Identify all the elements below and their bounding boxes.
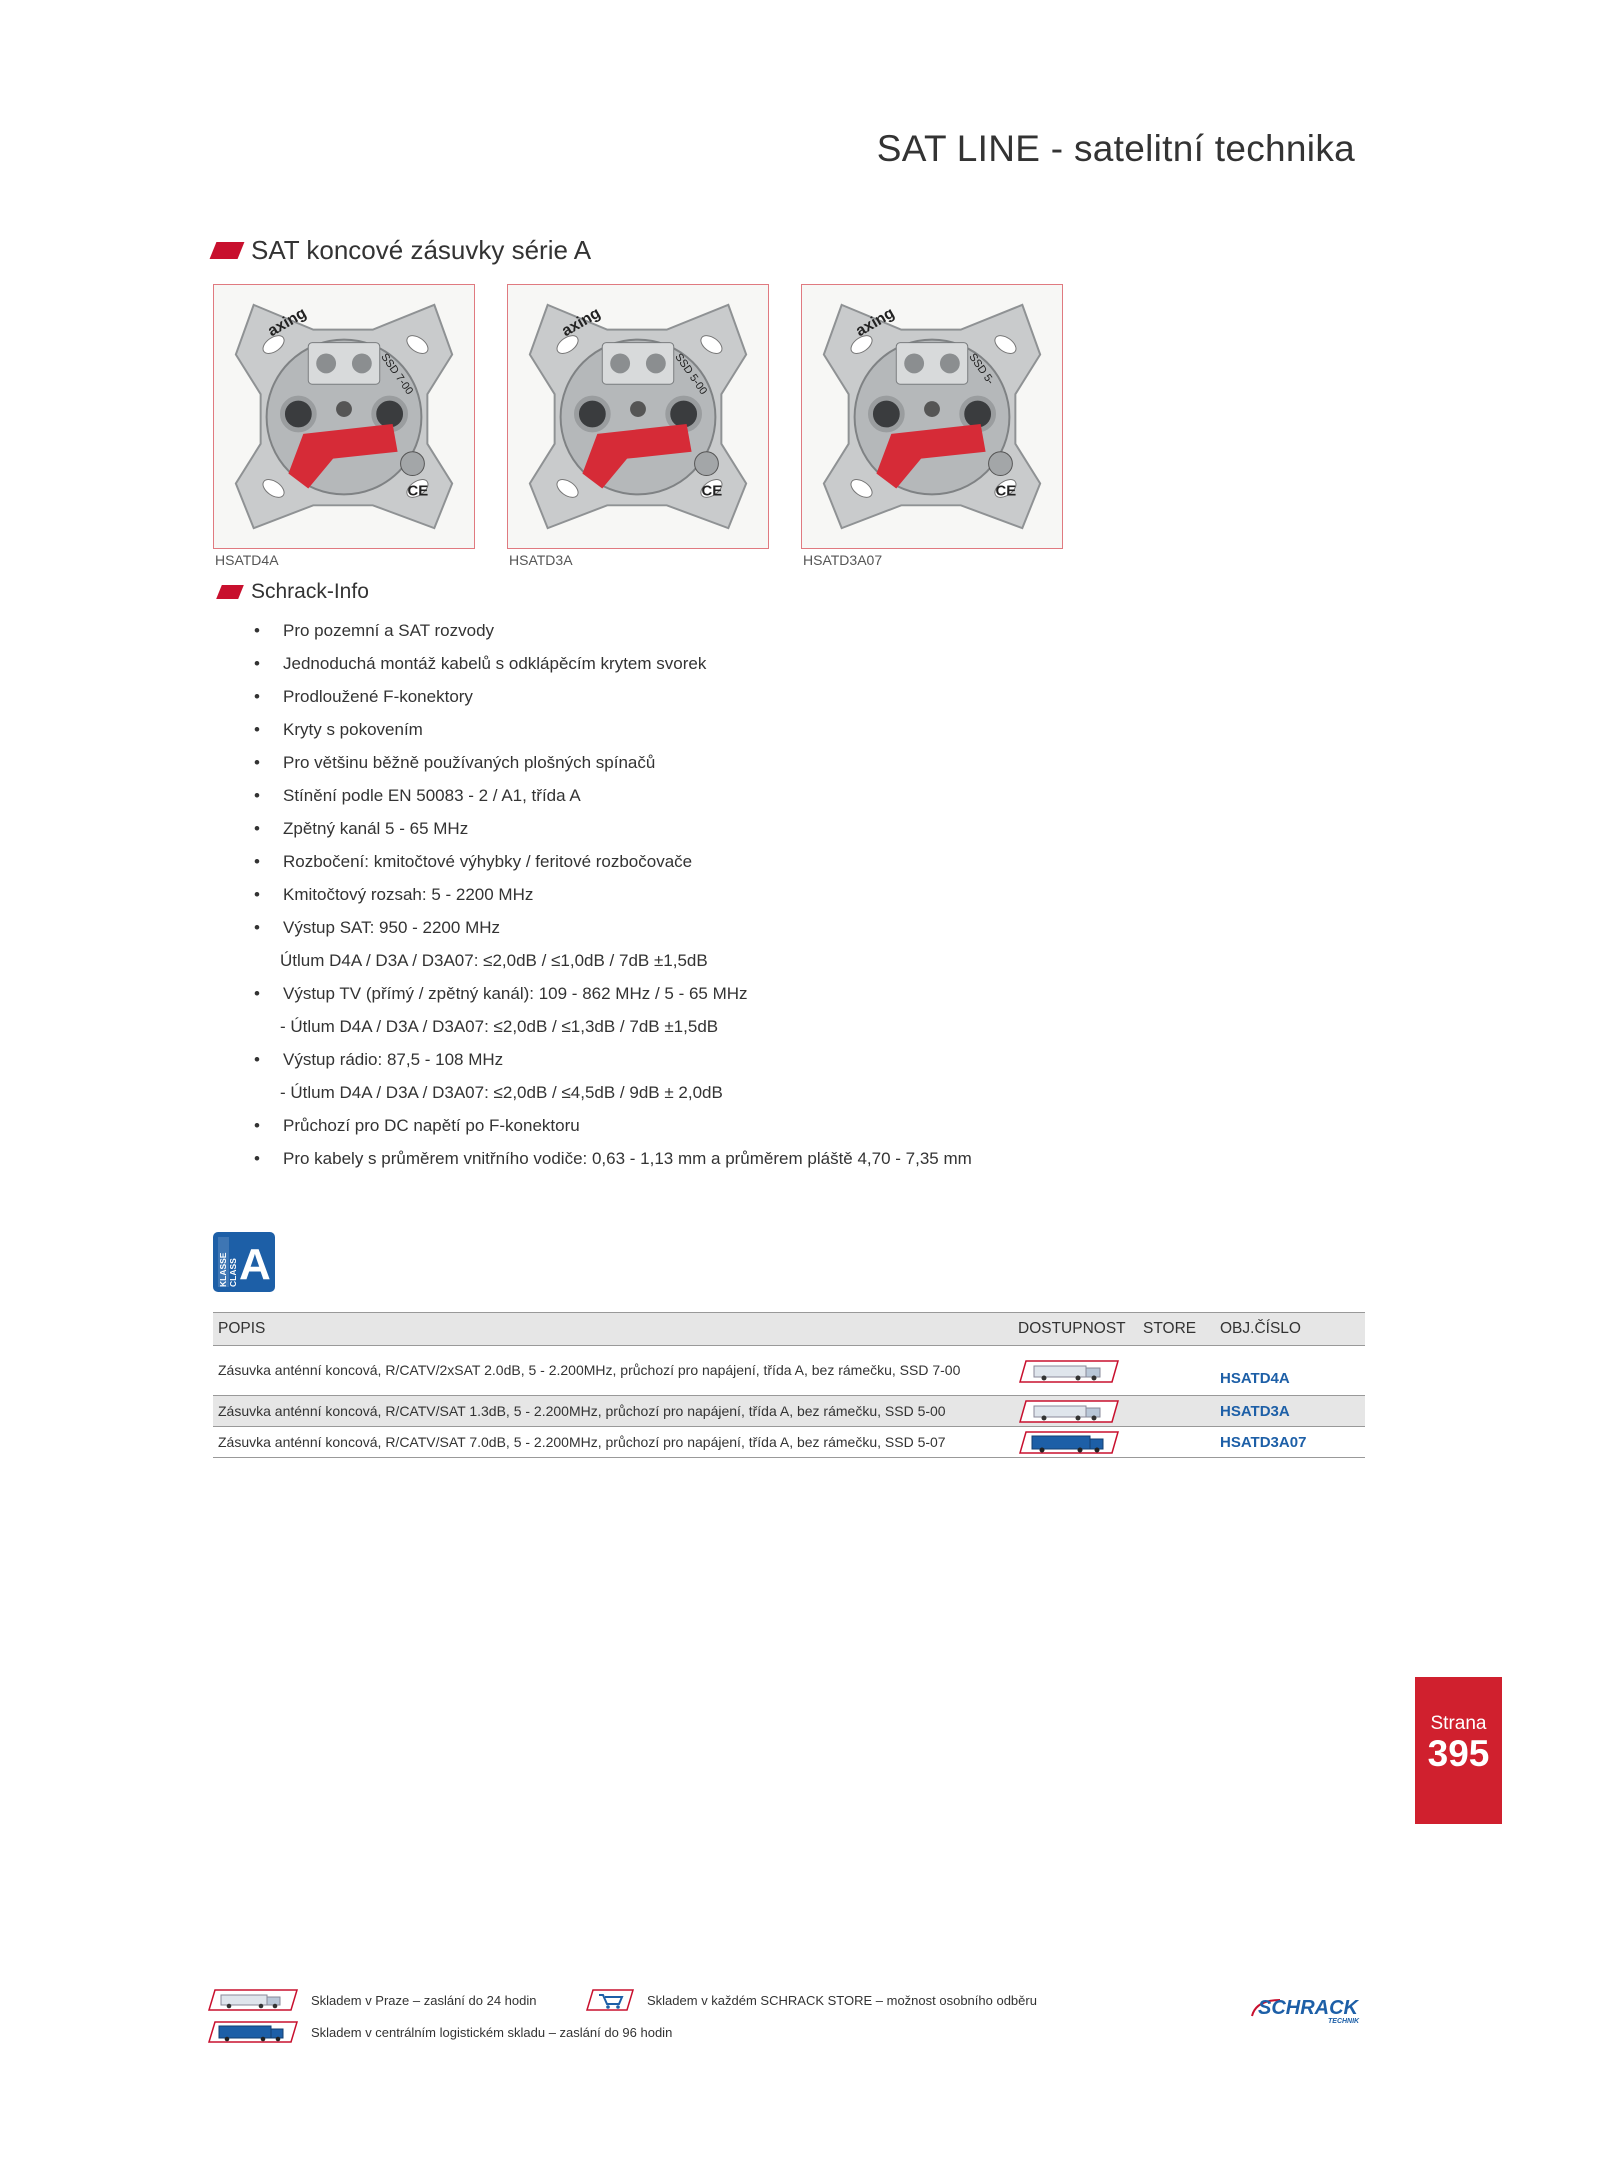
badge-text-bottom: CLASS [228,1258,238,1287]
shopping-cart-icon [585,1988,635,2012]
info-item: • Kmitočtový rozsah: 5 - 2200 MHz [250,878,972,911]
product-code-label: HSATD4A [215,552,279,568]
info-subitem: Útlum D4A / D3A / D3A07: ≤2,0dB / ≤1,0dB / 7dB ±1,5dB [280,951,708,970]
row-code[interactable]: HSATD3A [1215,1396,1365,1427]
legend-store [585,1988,1037,2012]
page-number: 395 [1427,1733,1490,1774]
page-title: SAT LINE - satelitní technika [876,128,1355,169]
table-row [213,1346,1365,1396]
info-item: • Kryty s pokovením [250,713,972,746]
truck-prague-icon [1018,1358,1120,1384]
section-title: SAT koncové zásuvky série A [251,235,592,265]
page-number-tab [1415,1677,1502,1824]
legend-store-text: Skladem v každém SCHRACK STORE – možnost osobního odběru [647,1992,1037,2008]
table-row [213,1427,1365,1458]
info-item: • Pro většinu běžně používaných plošných spínačů [250,746,972,779]
badge-text-top: KLASSE [218,1252,228,1287]
info-item: • Stínění podle EN 50083 - 2 / A1, třída A [250,779,972,812]
page-tab-label: Strana [1430,1713,1487,1734]
info-item: • Jednoduchá montáž kabelů s odklápěcím krytem svorek [250,647,972,680]
row-code[interactable]: HSATD3A07 [1215,1427,1365,1458]
info-item: • Pro pozemní a SAT rozvody [250,614,972,647]
row-store [1138,1427,1215,1458]
row-store [1138,1346,1215,1396]
info-item: • Prodloužené F-konektory [250,680,972,713]
table-row [213,1396,1365,1427]
info-item: • Výstup rádio: 87,5 - 108 MHz [250,1043,972,1076]
info-item: • Pro kabely s průměrem vnitřního vodiče: 0,63 - 1,13 mm a průměrem pláště 4,70 - 7,35 mm [250,1142,972,1175]
socket-ssd-label: SSD 5-00 [672,351,710,397]
product-code-label: HSATD3A [509,552,573,568]
row-description: Zásuvka anténní koncová, R/CATV/SAT 7.0dB, 5 - 2.200MHz, průchozí pro napájení, třída A, bez rámečku, SSD 5-07 [213,1427,1013,1458]
col-header-store: STORE [1138,1313,1215,1346]
section-heading [213,235,591,266]
antenna-socket-icon [508,285,768,548]
truck-prague-icon [207,1988,299,2012]
truck-central-icon [1018,1429,1120,1455]
schrack-logo [1250,1992,1375,2026]
col-header-popis: POPIS [213,1313,1013,1346]
truck-central-icon [207,2020,299,2044]
info-marker-icon [216,585,244,599]
info-title: Schrack-Info [251,580,369,603]
col-header-dostupnost: DOSTUPNOST [1013,1313,1138,1346]
product-table [213,1312,1365,1458]
info-item: • Průchozí pro DC napětí po F-konektoru [250,1109,972,1142]
info-list [250,614,972,1175]
legend-central-text: Skladem v centrálním logistickém skladu – zaslání do 96 hodin [311,2024,673,2040]
truck-prague-icon [1018,1398,1120,1424]
row-description: Zásuvka anténní koncová, R/CATV/2xSAT 2.0dB, 5 - 2.200MHz, průchozí pro napájení, třída A, bez rámečku, SSD 7-00 [213,1346,1013,1396]
row-availability [1013,1346,1138,1396]
section-marker-icon [210,242,245,259]
antenna-socket-icon [214,285,474,548]
antenna-socket-icon [802,285,1062,548]
product-code-label: HSATD3A07 [803,552,883,568]
logo-sub: TECHNIK [1328,2018,1360,2025]
col-header-obj: OBJ.ČÍSLO [1215,1313,1365,1346]
socket-ssd-label: SSD 7-00 [378,351,416,397]
row-code[interactable]: HSATD4A [1215,1346,1365,1396]
product-image-hsatd3a07 [801,284,1063,549]
socket-ssd-label: SSD 5- [966,351,997,387]
legend-prague [207,1988,536,2012]
info-subitem: - Útlum D4A / D3A / D3A07: ≤2,0dB / ≤4,5dB / 9dB ± 2,0dB [280,1083,723,1102]
logo-name: SCHRACK [1258,1997,1358,2019]
info-item: • Rozbočení: kmitočtové výhybky / feritové rozbočovače [250,845,972,878]
info-heading [219,580,369,604]
product-image-hsatd3a [507,284,769,549]
table-header-row [213,1313,1365,1346]
info-item: • Výstup TV (přímý / zpětný kanál): 109 - 862 MHz / 5 - 65 MHz [250,977,972,1010]
info-item: • Výstup SAT: 950 - 2200 MHz [250,911,972,944]
row-store [1138,1396,1215,1427]
row-availability [1013,1427,1138,1458]
info-item: • Zpětný kanál 5 - 65 MHz [250,812,972,845]
product-image-hsatd4a [213,284,475,549]
legend-prague-text: Skladem v Praze – zaslání do 24 hodin [311,1992,537,2008]
info-subitem: - Útlum D4A / D3A / D3A07: ≤2,0dB / ≤1,3dB / 7dB ±1,5dB [280,1017,719,1036]
row-description: Zásuvka anténní koncová, R/CATV/SAT 1.3dB, 5 - 2.200MHz, průchozí pro napájení, třída A, bez rámečku, SSD 5-00 [213,1396,1013,1427]
legend-central [207,2020,672,2044]
row-availability [1013,1396,1138,1427]
class-a-badge [213,1232,275,1292]
badge-letter: A [239,1240,271,1289]
